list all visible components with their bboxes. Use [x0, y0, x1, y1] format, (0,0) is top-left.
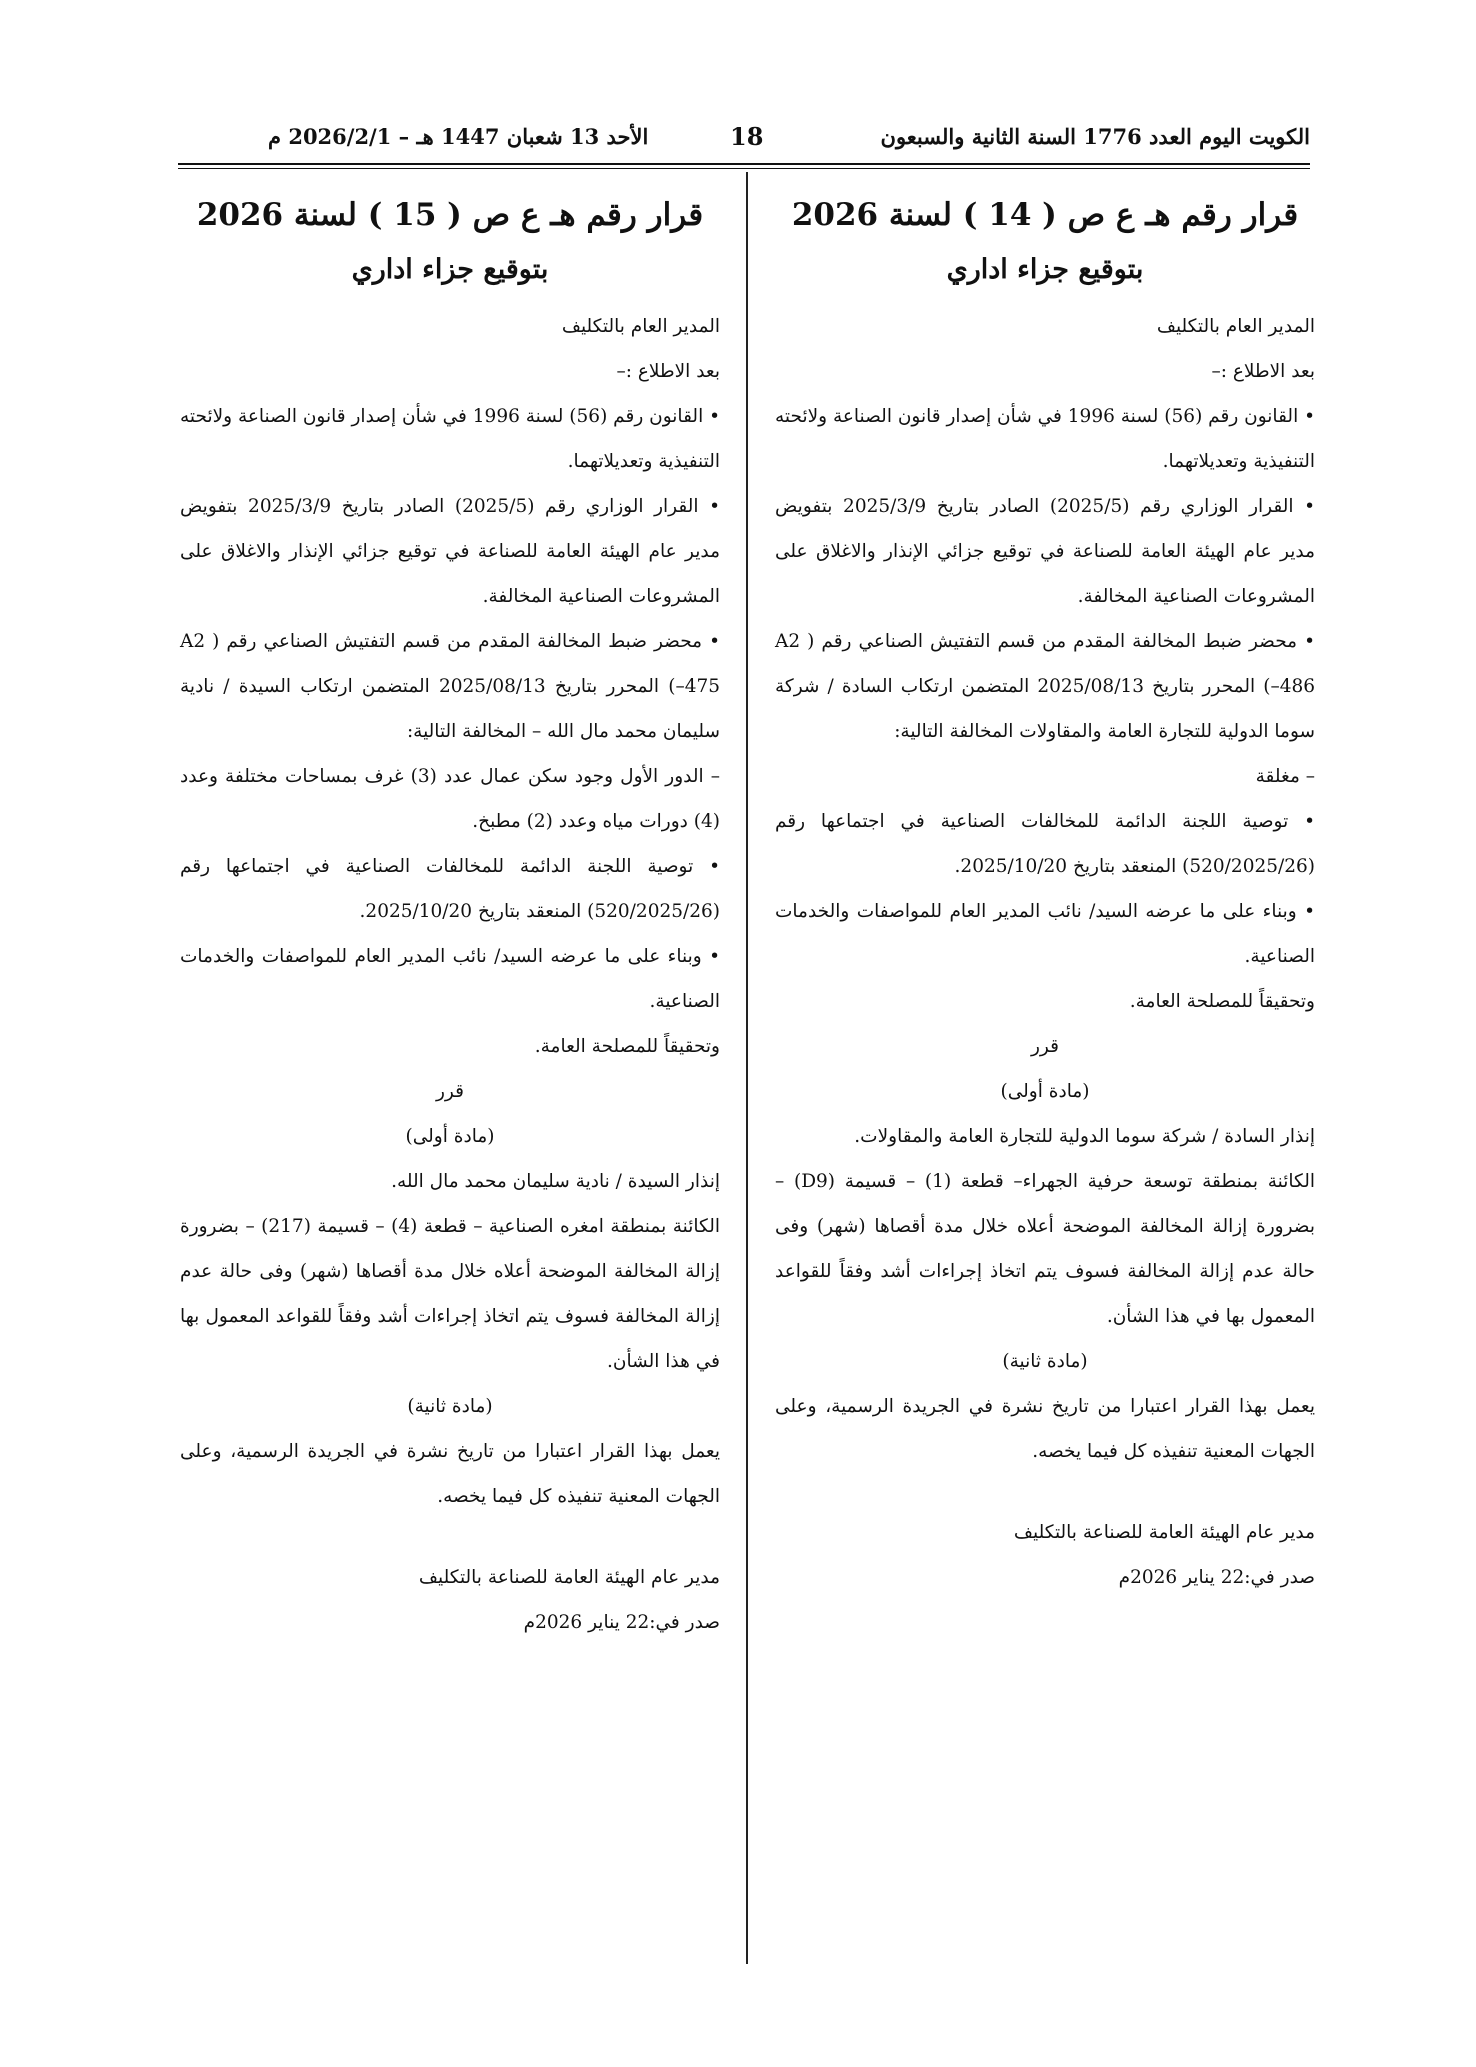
issuer-line: المدير العام بالتكليف	[1156, 316, 1315, 337]
effect-text: يعمل بهذا القرار اعتبارا من تاريخ نشرة في الجريدة الرسمية، وعلى الجهات المعنية تنفيذه كل فيما يخصه.	[180, 1441, 720, 1507]
decided-heading: قرر	[1031, 1036, 1059, 1057]
reference-law: • القانون رقم (56) لسنة 1996 في شأن إصدار قانون الصناعة ولائحته التنفيذية وتعديلاتهما.	[775, 406, 1316, 472]
column-divider	[746, 172, 748, 1964]
issued-date-line: صدر في:22 يناير 2026م	[523, 1612, 720, 1633]
issued-date-line: صدر في:22 يناير 2026م	[1118, 1567, 1315, 1588]
header-rule-thin	[178, 168, 1310, 169]
after-review-line: بعد الاطلاع :–	[1211, 361, 1315, 382]
decided-heading: قرر	[436, 1081, 464, 1102]
decision-14-column	[775, 182, 1315, 1600]
reference-ministerial-decision: • القرار الوزاري رقم (2025/5) الصادر بتاريخ 2025/3/9 بتفويض مدير عام الهيئة العامة للصناعة في توقيع جزائي الإنذار والاغلاق على المشروعات الصناعية المخالفة.	[180, 496, 720, 607]
after-review-line: بعد الاطلاع :–	[616, 361, 720, 382]
reference-deputy-submission: • وبناء على ما عرضه السيد/ نائب المدير العام للمواصفات والخدمات الصناعية.	[180, 946, 720, 1012]
effect-text: يعمل بهذا القرار اعتبارا من تاريخ نشرة في الجريدة الرسمية، وعلى الجهات المعنية تنفيذه كل فيما يخصه.	[775, 1396, 1315, 1462]
public-interest-line: وتحقيقاً للمصلحة العامة.	[534, 1036, 720, 1057]
article-one-heading: (مادة أولى)	[405, 1126, 495, 1147]
article-two-heading: (مادة ثانية)	[407, 1396, 493, 1417]
page-header	[178, 118, 1310, 158]
reference-committee-recommendation: • توصية اللجنة الدائمة للمخالفات الصناعية في اجتماعها رقم (520/2025/26) المنعقد بتاريخ 2025/10/20.	[775, 811, 1315, 877]
reference-ministerial-decision: • القرار الوزاري رقم (2025/5) الصادر بتاريخ 2025/3/9 بتفويض مدير عام الهيئة العامة للصناعة في توقيع جزائي الإنذار والاغلاق على المشروعات الصناعية المخالفة.	[775, 496, 1315, 607]
signatory-line: مدير عام الهيئة العامة للصناعة بالتكليف	[1013, 1522, 1315, 1543]
violation-description: – الدور الأول وجود سكن عمال عدد (3) غرف بمساحات مختلفة وعدد (4) دورات مياه وعدد (2) مطبخ.	[180, 766, 720, 832]
reference-law: • القانون رقم (56) لسنة 1996 في شأن إصدار قانون الصناعة ولائحته التنفيذية وتعديلاتهما.	[180, 406, 721, 472]
reference-committee-recommendation: • توصية اللجنة الدائمة للمخالفات الصناعية في اجتماعها رقم (520/2025/26) المنعقد بتاريخ 2025/10/20.	[180, 856, 720, 922]
decision-subtitle: بتوقيع جزاء اداري	[946, 254, 1144, 285]
article-two-heading: (مادة ثانية)	[1002, 1351, 1088, 1372]
reference-violation-report: • محضر ضبط المخالفة المقدم من قسم التفتيش الصناعي رقم ( A2 –486) المحرر بتاريخ 2025/08/13 المتضمن ارتكاب السادة / شركة سوما الدولية للتجارة العامة والمقاولات المخالفة التالية:	[775, 631, 1315, 742]
location-text: الكائنة بمنطقة توسعة حرفية الجهراء– قطعة (1) – قسيمة (D9) – بضرورة إزالة المخالفة الموضحة أعلاه خلال مدة أقصاها (شهر) وفى حالة عدم إزالة المخالفة فسوف يتم اتخاذ إجراءات أشد وفقاً للقواعد المعمول بها في هذا الشأن.	[775, 1171, 1316, 1327]
warning-text: إنذار السادة / شركة سوما الدولية للتجارة العامة والمقاولات.	[854, 1126, 1315, 1147]
article-one-heading: (مادة أولى)	[1000, 1081, 1090, 1102]
reference-violation-report: • محضر ضبط المخالفة المقدم من قسم التفتيش الصناعي رقم ( A2 –475) المحرر بتاريخ 2025/08/13 المتضمن ارتكاب السيدة / نادية سليمان محمد مال الله – المخالفة التالية:	[180, 631, 720, 742]
journal-issue: الكويت اليوم العدد 1776 السنة الثانية والسبعون	[880, 124, 1310, 149]
issue-date: الأحد 13 شعبان 1447 هـ – 2026/2/1 م	[268, 124, 649, 149]
violation-description: – مغلقة	[1255, 766, 1315, 787]
signatory-line: مدير عام الهيئة العامة للصناعة بالتكليف	[418, 1567, 720, 1588]
public-interest-line: وتحقيقاً للمصلحة العامة.	[1129, 991, 1315, 1012]
issuer-line: المدير العام بالتكليف	[561, 316, 720, 337]
decision-15-column	[180, 182, 720, 1645]
location-text: الكائنة بمنطقة امغره الصناعية – قطعة (4) – قسيمة (217) – بضرورة إزالة المخالفة الموضحة أعلاه خلال مدة أقصاها (شهر) وفى حالة عدم إزالة المخالفة فسوف يتم اتخاذ إجراءات أشد وفقاً للقواعد المعمول بها في هذا الشأن.	[180, 1216, 720, 1372]
page-number: 18	[730, 122, 764, 151]
decision-title: قرار رقم هـ ع ص ( 15 ) لسنة 2026	[196, 197, 704, 233]
reference-deputy-submission: • وبناء على ما عرضه السيد/ نائب المدير العام للمواصفات والخدمات الصناعية.	[775, 901, 1315, 967]
header-rule-thick	[178, 163, 1310, 165]
decision-subtitle: بتوقيع جزاء اداري	[351, 254, 549, 285]
warning-text: إنذار السيدة / نادية سليمان محمد مال الله.	[391, 1171, 720, 1192]
decision-title: قرار رقم هـ ع ص ( 14 ) لسنة 2026	[791, 197, 1299, 233]
